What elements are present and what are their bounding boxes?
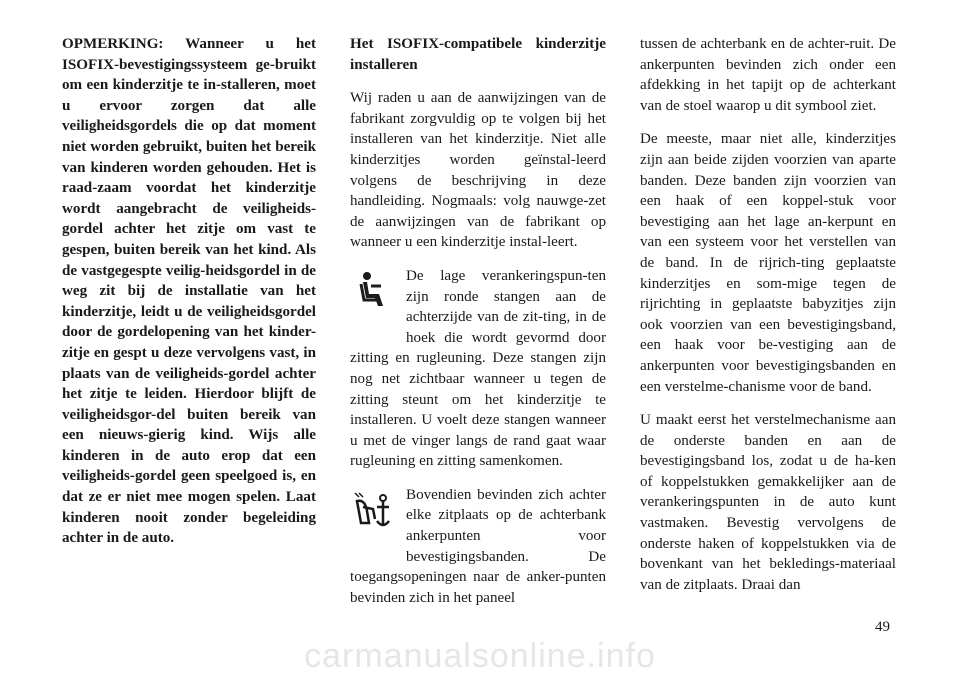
column-right [640,34,896,608]
column-left [62,34,316,562]
child-seat-tether-anchor-icon [350,489,398,547]
paragraph-straps: De meeste, maar niet alle, kinderzitjes zijn aan beide zijden voorzien van aparte banden. Deze banden zijn voorzien van een haak of een koppel-stuk voor bevestiging aan het lage an-kerpunt en van een systeem voor het verstellen van de band. In de rijrich-ting geplaatste kinderzitjes en som-mige tegen de rijrichting in geplaatste babyzitjes zijn ook voorzien van een bevestigingsband, een haak voor be-vestiging aan de ankerpunten voor bevestigingsbanden en een verstelme-chanisme voor de band. [640,131,896,395]
note-paragraph: OPMERKING: Wanneer u het ISOFIX-bevestigingssysteem ge-bruikt om een kinderzitje te in-stalleren, moet u ervoor zorgen dat alle veiligheidsgordels die op dat moment niet worden gebruikt, buiten het bereik van kinderen worden gehouden. Het is raad-zaam voordat het kinderzitje wordt aangebracht de veiligheids-gordel achter het zitje om vast te gespen, buiten bereik van het kind. Als de vastgegespte veilig-heidsgordel in de weg zit bij de installatie van het kinderzitje, leidt u de veiligheidsgordel door de gordelopening van het kinder-zitje en gespt u deze vervolgens vast, in plaats van de veiligheids-gordel achter het zitje te leiden. Hierdoor blijft de veiligheidsgor-del buiten bereik van een nieuws-gierig kind. Wijs alle kinderen in de auto erop dat een veiligheids-gordel geen speelgoed is, en dat ze er niet mee mogen spelen. Laat kinderen nooit zonder begeleiding achter in de auto. [62,36,316,547]
paragraph-tether-anchors: Bovendien bevinden zich achter elke zitplaats op de achterbank ankerpunten voor bevestigingsbanden. De toegangsopeningen naar de anker-punten bevinden zich in het paneel [350,486,606,606]
section-heading: Het ISOFIX-compatibele kinderzitje installeren [350,36,606,73]
paragraph-lower-anchors: De lage verankeringspun-ten zijn ronde stangen aan de achterzijde van de zit-ting, in de hoek die wordt gevormd door zitting en rugleuning. Deze stangen zijn nog net zichtbaar wanneer u tegen de zitting steunt om het kinderzitje te installeren. U voelt deze stangen wanneer u met de vinger langs de rand gaat waar rugleuning en zitting samenkomen. [350,267,606,470]
paragraph-instructions: Wij raden u aan de aanwijzingen van de fabrikant zorgvuldig op te volgen bij het installeren van het kinderzitje. Niet alle kinderzitjes worden geïnstal-leerd volgens de beschrijving in deze handleiding. Nogmaals: volg nauwge-zet de aanwijzingen van de fabrikant op wanneer u een kinderzitje instal-leert. [350,90,606,251]
paragraph-anchor-location: tussen de achterbank en de achter-ruit. De ankerpunten bevinden zich onder een afdekking in het tapijt op de achterkant van de stoel waarop u dit symbool ziet. [640,36,896,114]
column-middle [350,34,606,621]
watermark: carmanualsonline.info [304,637,656,675]
child-seat-lower-anchor-icon [350,270,398,328]
paragraph-adjust: U maakt eerst het verstelmechanisme aan de onderste banden en aan de bevestigingsband los, zodat u de ha-ken of koppelstukken gemakkelijker aan de verankeringspunten in de auto kunt vastmaken. Bevestig vervolgens de onderste haken of koppelstukken via de bovenkant van het bekledings-materiaal van de zitplaats. Draai dan [640,412,896,593]
page-number: 49 [875,619,890,635]
